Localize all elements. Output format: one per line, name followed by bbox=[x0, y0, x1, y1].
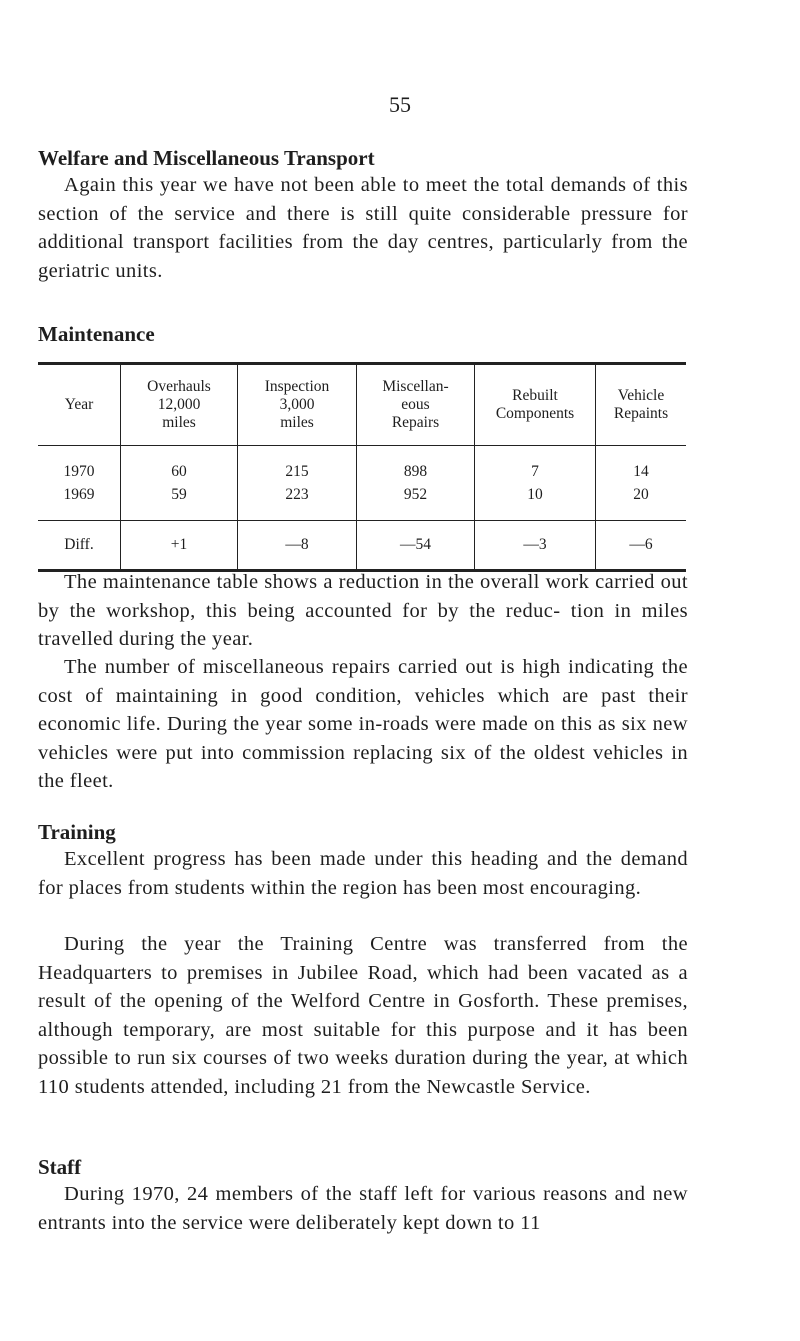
cell-overhauls: 60 59 bbox=[121, 446, 238, 521]
maintenance-paragraph-2: The number of miscellaneous repairs carried out is high indicating the cost of maintaining in good condition, vehicles which are past their economic life. During the year some in-roads were made on this as six new vehicles were put into commission replacing six of the oldest vehicles in the fleet. bbox=[38, 656, 688, 792]
cell-inspection: 215 223 bbox=[238, 446, 357, 521]
diff-inspection: —8 bbox=[238, 521, 357, 571]
welfare-paragraph: Again this year we have not been able to meet the total demands of this section of the service and there is still quite considerable pressure for additional transport facilities from the day centres, particularly from the geriatric units. bbox=[38, 174, 688, 282]
cell-misc-repairs: 898 952 bbox=[357, 446, 475, 521]
diff-repaints: —6 bbox=[596, 521, 687, 571]
header-rebuilt: Rebuilt Components bbox=[475, 364, 596, 446]
diff-overhauls: +1 bbox=[121, 521, 238, 571]
training-paragraph-1: Excellent progress has been made under this heading and the demand for places from students within the region has been most encouraging. bbox=[38, 848, 688, 899]
header-inspection: Inspection 3,000 miles bbox=[238, 364, 357, 446]
maintenance-table bbox=[38, 362, 686, 572]
diff-label: Diff. bbox=[38, 521, 121, 571]
welfare-heading: Welfare and Miscellaneous Transport bbox=[38, 146, 375, 170]
page-number: 55 bbox=[389, 92, 411, 117]
maintenance-heading: Maintenance bbox=[38, 322, 155, 346]
training-paragraph-2: During the year the Training Centre was transferred from the Headquarters to premises in Jubilee Road, which had been vacated as a result of the opening of the Welford Centre in Gosforth. These premises, although temporary, are most suitable for this purpose and it has been possible to run six courses of two weeks duration during the year, at which 110 students attended, including 21 from the Newcastle Service. bbox=[38, 933, 688, 1098]
training-heading: Training bbox=[38, 820, 116, 844]
cell-repaints: 14 20 bbox=[596, 446, 687, 521]
diff-rebuilt: —3 bbox=[475, 521, 596, 571]
staff-paragraph: During 1970, 24 members of the staff left for various reasons and new entrants into the service were deliberately kept down to 11 bbox=[38, 1183, 688, 1234]
table-row bbox=[38, 446, 686, 521]
header-misc-repairs: Miscellan- eous Repairs bbox=[357, 364, 475, 446]
cell-years: 1970 1969 bbox=[38, 446, 121, 521]
table-diff-row bbox=[38, 521, 686, 571]
cell-rebuilt: 7 10 bbox=[475, 446, 596, 521]
header-repaints: Vehicle Repaints bbox=[596, 364, 687, 446]
header-year: Year bbox=[38, 364, 121, 446]
header-overhauls: Overhauls 12,000 miles bbox=[121, 364, 238, 446]
staff-heading: Staff bbox=[38, 1155, 82, 1179]
table-header-row bbox=[38, 364, 686, 446]
diff-misc-repairs: —54 bbox=[357, 521, 475, 571]
maintenance-paragraph-1: The maintenance table shows a reduction in the overall work carried out by the workshop, this being accounted for by the reduc- tion in miles travelled during the year. bbox=[38, 571, 688, 650]
